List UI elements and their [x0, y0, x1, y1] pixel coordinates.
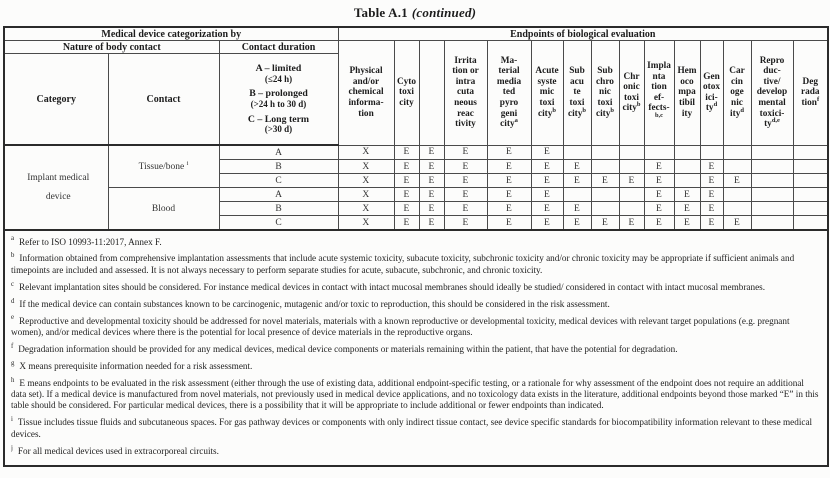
header-row-1	[4, 27, 828, 41]
footnote-text: Refer to ISO 10993-11:2017, Annex F.	[19, 236, 162, 247]
endpoint-cell-carcinogenicity	[723, 202, 751, 216]
endpoint-cell-cytotoxicity: E	[394, 160, 419, 174]
footnote-j	[11, 446, 821, 457]
footnote-a	[11, 237, 821, 248]
endpoint-cell-genotoxicity	[700, 145, 723, 160]
header-contact-duration: Contact duration	[219, 41, 338, 54]
endpoint-cell-physical-chemical-information: X	[338, 202, 394, 216]
footnote-mark: j	[11, 444, 13, 452]
footnote-e	[11, 316, 821, 339]
endpoint-cell-unlabeled: E	[419, 216, 444, 231]
endpoint-cell-degradation	[793, 160, 828, 174]
duration-class-label: B – prolonged	[249, 88, 308, 100]
endpoint-cell-subchronic-toxicity: E	[591, 174, 619, 188]
table-a1-biological-evaluation-endpoints	[3, 26, 829, 467]
endpoint-cell-hemocompatibility	[674, 145, 700, 160]
footnote-mark: g	[11, 359, 15, 367]
endpoint-cell-degradation	[793, 174, 828, 188]
endpoint-cell-subacute-toxicity: E	[563, 174, 591, 188]
duration-value-cell: C	[219, 216, 338, 231]
endpoint-cell-reproductive-developmental-toxicity	[751, 174, 793, 188]
endpoint-cell-reproductive-developmental-toxicity	[751, 160, 793, 174]
endpoint-cell-implantation-effects: E	[644, 202, 674, 216]
footnote-f	[11, 344, 821, 355]
duration-class-A	[220, 63, 338, 84]
endpoint-cell-hemocompatibility: E	[674, 188, 700, 202]
footnote-mark: h	[11, 376, 15, 384]
endpoint-cell-subacute-toxicity	[563, 145, 591, 160]
endpoint-header-irritation-intracutaneous-reactivity: Irrita tion or intra cuta neous reac tivity	[444, 41, 487, 146]
endpoint-cell-acute-systemic-toxicity: E	[531, 160, 563, 174]
table-title	[0, 0, 830, 23]
footnote-text: For all medical devices used in extracorporeal circuits.	[17, 445, 219, 456]
endpoint-cell-material-mediated-pyrogenicity: E	[487, 188, 531, 202]
duration-class-B	[220, 88, 338, 109]
data-row-4	[4, 188, 828, 202]
endpoint-cell-cytotoxicity: E	[394, 216, 419, 231]
endpoint-cell-subacute-toxicity: E	[563, 202, 591, 216]
footnote-d	[11, 299, 821, 310]
duration-value-cell: A	[219, 188, 338, 202]
endpoint-cell-subchronic-toxicity: E	[591, 216, 619, 231]
contact-footnote-mark: i	[186, 159, 189, 167]
footnote-text: Reproductive and developmental toxicity should be addressed for novel materials, materials with a known reproductive or developmental toxicity, medical devices with relevant target populations (e.g. pregnant women), and/or medical devices where there is the potential for local presence of device materials in the reproductive organs.	[11, 315, 790, 337]
footnotes-row	[4, 230, 828, 466]
endpoint-header-cytotoxicity: Cyto toxi city	[394, 41, 419, 146]
endpoint-cell-material-mediated-pyrogenicity: E	[487, 202, 531, 216]
endpoint-header-subacute-toxicity: Sub acu te toxi city$^b$	[563, 41, 591, 146]
endpoint-cell-degradation	[793, 145, 828, 160]
endpoint-cell-hemocompatibility	[674, 160, 700, 174]
footnotes-cell	[4, 230, 828, 466]
duration-class-range: (≤24 h)	[264, 73, 293, 84]
endpoint-header-subchronic-toxicity: Sub chro nic toxi city$^b$	[591, 41, 619, 146]
endpoint-header-acute-systemic-toxicity: Acute syste mic toxi city$^b$	[531, 41, 563, 146]
footnote-mark: f	[11, 342, 14, 350]
endpoint-cell-implantation-effects: E	[644, 216, 674, 231]
endpoint-cell-material-mediated-pyrogenicity: E	[487, 216, 531, 231]
contact-label: Blood	[151, 203, 176, 214]
endpoint-cell-reproductive-developmental-toxicity	[751, 202, 793, 216]
endpoint-header-genotoxicity: Gen otox ici- $ty^d$	[700, 41, 723, 146]
endpoint-cell-carcinogenicity	[723, 145, 751, 160]
endpoint-cell-acute-systemic-toxicity: E	[531, 174, 563, 188]
footnotes-wrap	[11, 231, 821, 465]
endpoint-cell-subchronic-toxicity	[591, 160, 619, 174]
header-nature-of-body-contact: Nature of body contact	[4, 41, 219, 54]
endpoint-cell-genotoxicity: E	[700, 216, 723, 231]
duration-value-cell: A	[219, 145, 338, 160]
table-title-main: Table A.1	[353, 5, 408, 20]
endpoint-header-physical-chemical-information: Physical and/or chemical informa- tion	[338, 41, 394, 146]
contact-label: Tissue/bone	[138, 161, 185, 172]
endpoint-cell-chronic-toxicity	[619, 145, 644, 160]
endpoint-cell-physical-chemical-information: X	[338, 188, 394, 202]
footnote-text: Degradation information should be provided for any medical devices, medical device components or materials remaining within the patient, that have the potential for degradation.	[18, 343, 678, 354]
endpoint-header-reproductive-developmental-toxicity: Repro duc- tive/ develop mental toxici- ty$^{d,e}$	[751, 41, 793, 146]
endpoint-cell-unlabeled: E	[419, 202, 444, 216]
footnote-mark: b	[11, 252, 15, 260]
endpoint-cell-unlabeled: E	[419, 160, 444, 174]
duration-class-C	[220, 114, 338, 135]
endpoint-header-carcinogenicity: Car cin oge nic ity$^d$	[723, 41, 751, 146]
endpoint-cell-unlabeled: E	[419, 145, 444, 160]
endpoint-cell-irritation-intracutaneous-reactivity: E	[444, 188, 487, 202]
contact-cell-tissue-bone	[108, 145, 219, 188]
endpoint-cell-subchronic-toxicity	[591, 188, 619, 202]
endpoint-cell-genotoxicity: E	[700, 160, 723, 174]
endpoint-cell-carcinogenicity	[723, 188, 751, 202]
endpoint-cell-acute-systemic-toxicity: E	[531, 202, 563, 216]
endpoint-cell-reproductive-developmental-toxicity	[751, 216, 793, 231]
header-row-2	[4, 41, 828, 54]
table-footnotes-section	[4, 230, 828, 466]
duration-class-label: C – Long term	[247, 113, 310, 125]
duration-class-label: A – limited	[255, 63, 302, 75]
endpoint-header-degradation: Deg rada tion$^f$	[793, 41, 828, 146]
endpoint-cell-implantation-effects	[644, 145, 674, 160]
endpoint-cell-hemocompatibility	[674, 174, 700, 188]
endpoint-cell-irritation-intracutaneous-reactivity: E	[444, 145, 487, 160]
endpoint-cell-degradation	[793, 216, 828, 231]
endpoint-cell-material-mediated-pyrogenicity: E	[487, 145, 531, 160]
endpoint-cell-irritation-intracutaneous-reactivity: E	[444, 202, 487, 216]
endpoint-cell-irritation-intracutaneous-reactivity: E	[444, 160, 487, 174]
endpoint-cell-cytotoxicity: E	[394, 174, 419, 188]
endpoint-cell-irritation-intracutaneous-reactivity: E	[444, 174, 487, 188]
endpoint-cell-genotoxicity: E	[700, 188, 723, 202]
endpoint-cell-physical-chemical-information: X	[338, 174, 394, 188]
endpoint-cell-genotoxicity: E	[700, 202, 723, 216]
endpoint-header-hemocompatibility: Hem oco mpa tibil ity	[674, 41, 700, 146]
endpoint-cell-cytotoxicity: E	[394, 145, 419, 160]
endpoint-cell-physical-chemical-information: X	[338, 160, 394, 174]
footnote-mark: a	[11, 235, 15, 243]
endpoint-cell-cytotoxicity: E	[394, 188, 419, 202]
duration-value-cell: B	[219, 160, 338, 174]
endpoint-cell-subchronic-toxicity	[591, 202, 619, 216]
endpoint-cell-material-mediated-pyrogenicity: E	[487, 160, 531, 174]
endpoint-cell-irritation-intracutaneous-reactivity: E	[444, 216, 487, 231]
endpoint-header-chronic-toxicity: Chr onic toxi city$^b$	[619, 41, 644, 146]
endpoint-cell-reproductive-developmental-toxicity	[751, 145, 793, 160]
duration-value-cell: C	[219, 174, 338, 188]
endpoint-cell-degradation	[793, 188, 828, 202]
duration-class-range: (>30 d)	[264, 123, 293, 134]
table-title-continued: (continued)	[411, 5, 477, 20]
footnote-text: X means prerequisite information needed for a risk assessment.	[19, 360, 253, 371]
contact-cell-blood	[108, 188, 219, 231]
endpoint-cell-hemocompatibility: E	[674, 216, 700, 231]
header-contact: Contact	[108, 54, 219, 146]
footnote-mark: d	[11, 297, 15, 305]
footnote-text: Information obtained from comprehensive implantation assessments that include acute systemic toxicity, subacute toxicity, subchronic toxicity and/or chronic toxicity may be appropriate if sufficient animals and timepoints are included and assessed. It is not always necessary to perform separate studies for acute, subacute, subchronic, and chronic toxicity.	[11, 253, 795, 275]
endpoint-cell-carcinogenicity	[723, 160, 751, 174]
footnote-text: Relevant implantation sites should be considered. For instance medical devices in contact with intact mucosal membranes should ideally be studied/ considered in contact with intact mucosal membranes.	[19, 281, 766, 292]
endpoint-cell-subacute-toxicity: E	[563, 216, 591, 231]
endpoint-cell-material-mediated-pyrogenicity: E	[487, 174, 531, 188]
endpoint-cell-subacute-toxicity: E	[563, 160, 591, 174]
endpoint-cell-chronic-toxicity: E	[619, 216, 644, 231]
header-duration-classes	[219, 54, 338, 146]
duration-class-range: (>24 h to 30 d)	[250, 98, 307, 109]
endpoint-cell-unlabeled: E	[419, 188, 444, 202]
footnote-b	[11, 253, 821, 276]
endpoint-header-implantation-effects: Impla nta tion ef- fects- $^{b,c}$	[644, 41, 674, 146]
footnote-mark: e	[11, 314, 15, 322]
footnote-mark: c	[11, 280, 15, 288]
data-row-1	[4, 145, 828, 160]
header-medical-device-categorization: Medical device categorization by	[4, 27, 338, 41]
duration-value-cell: B	[219, 202, 338, 216]
footnote-c	[11, 282, 821, 293]
endpoint-cell-genotoxicity: E	[700, 174, 723, 188]
footnote-text: E means endpoints to be evaluated in the risk assessment (either through the use of existing data, additional endpoint-specific testing, or a rationale for why assessment of the endpoint does not require an additional data set). If a medical device is manufactured from novel materials, not previously used in medical device applications, and no toxicology data exists in the literature, additional endpoints beyond those marked “E” in this table should be considered. For particular medical devices, there is a possibility that it will be appropriate to include additional or fewer endpoints than indicated.	[11, 377, 819, 411]
table-header	[4, 27, 828, 145]
endpoint-cell-implantation-effects: E	[644, 188, 674, 202]
footnote-g	[11, 361, 821, 372]
footnote-h	[11, 378, 821, 412]
endpoint-cell-physical-chemical-information: X	[338, 145, 394, 160]
endpoint-cell-degradation	[793, 202, 828, 216]
endpoint-cell-implantation-effects: E	[644, 174, 674, 188]
endpoint-cell-carcinogenicity: E	[723, 216, 751, 231]
endpoint-cell-unlabeled: E	[419, 174, 444, 188]
endpoint-cell-subacute-toxicity	[563, 188, 591, 202]
endpoint-cell-carcinogenicity: E	[723, 174, 751, 188]
endpoint-cell-chronic-toxicity	[619, 188, 644, 202]
endpoint-cell-acute-systemic-toxicity: E	[531, 216, 563, 231]
footnote-i	[11, 417, 821, 440]
endpoint-cell-acute-systemic-toxicity: E	[531, 145, 563, 160]
table-body	[4, 145, 828, 230]
endpoint-cell-physical-chemical-information: X	[338, 216, 394, 231]
header-category: Category	[4, 54, 108, 146]
endpoint-header-unlabeled	[419, 41, 444, 146]
endpoint-cell-subchronic-toxicity	[591, 145, 619, 160]
endpoint-cell-cytotoxicity: E	[394, 202, 419, 216]
endpoint-cell-chronic-toxicity: E	[619, 174, 644, 188]
endpoint-cell-chronic-toxicity	[619, 202, 644, 216]
endpoint-cell-acute-systemic-toxicity: E	[531, 188, 563, 202]
header-endpoints-of-biological-evaluation: Endpoints of biological evaluation	[338, 27, 828, 41]
footnote-text: If the medical device can contain substances known to be carcinogenic, mutagenic and/or toxic to reproduction, this should be considered in the risk assessment.	[19, 298, 610, 309]
endpoint-cell-hemocompatibility: E	[674, 202, 700, 216]
endpoint-cell-chronic-toxicity	[619, 160, 644, 174]
footnote-mark: i	[11, 416, 13, 424]
endpoint-cell-reproductive-developmental-toxicity	[751, 188, 793, 202]
category-cell-implant-medical-device: Implant medical device	[4, 145, 108, 230]
endpoint-cell-implantation-effects: E	[644, 160, 674, 174]
footnote-text: Tissue includes tissue fluids and subcutaneous spaces. For gas pathway devices or components with only indirect tissue contact, see device specific standards for biocompatibility information relevant to these medical devices.	[11, 417, 813, 439]
endpoint-header-material-mediated-pyrogenicity: Ma- terial media ted pyro geni city$^a$	[487, 41, 531, 146]
